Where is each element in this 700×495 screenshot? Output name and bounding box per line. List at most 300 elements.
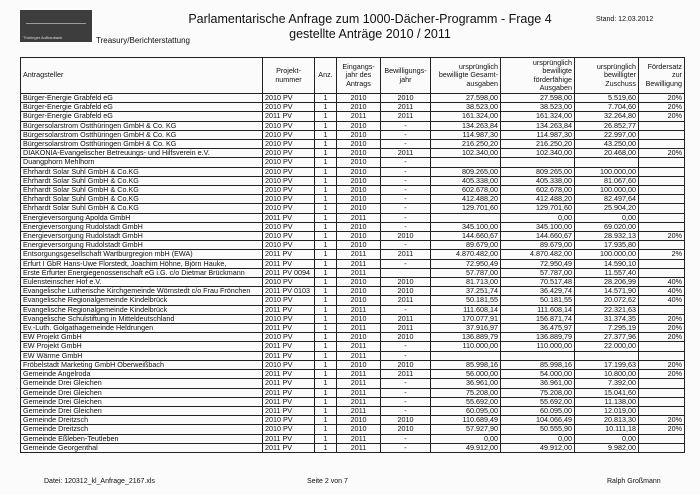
cell-anzahl: 1 [315, 360, 337, 369]
cell-foerderfaehige-ausgaben: 57.787,00 [501, 268, 575, 277]
cell-projektnummer: 2011 PV [263, 370, 315, 379]
cell-anzahl: 1 [315, 324, 337, 333]
cell-foerderfaehige-ausgaben: 36.961,00 [501, 379, 575, 388]
cell-projektnummer: 2010 PV [263, 121, 315, 130]
cell-anzahl: 1 [315, 167, 337, 176]
table-row [21, 149, 685, 158]
cell-antragsteller: Bürgersolarstrom Ostthüringen GmbH & Co. KG [21, 130, 263, 139]
cell-gesamtausgaben: 81.713,00 [431, 278, 501, 287]
cell-anzahl: 1 [315, 121, 337, 130]
cell-projektnummer: 2011 PV [263, 250, 315, 259]
cell-foerdersatz [639, 434, 685, 443]
cell-projektnummer: 2010 PV [263, 360, 315, 369]
cell-projektnummer: 2011 PV [263, 434, 315, 443]
cell-bewilligungsjahr: - [381, 222, 431, 231]
cell-zuschuss: 15.041,60 [575, 388, 639, 397]
footer-page: Seite 2 von 7 [307, 478, 348, 485]
table-row [21, 305, 685, 314]
cell-eingangsjahr: 2010 [337, 314, 381, 323]
cell-foerderfaehige-ausgaben: 60.095,00 [501, 406, 575, 415]
cell-foerderfaehige-ausgaben: 0,00 [501, 434, 575, 443]
cell-foerdersatz: 20% [639, 232, 685, 241]
cell-zuschuss: 82.497,64 [575, 195, 639, 204]
cell-gesamtausgaben: 129.701,60 [431, 204, 501, 213]
cell-anzahl: 1 [315, 305, 337, 314]
table-row [21, 388, 685, 397]
cell-foerdersatz [639, 259, 685, 268]
col-header-antragsteller: Antragsteller [21, 58, 263, 94]
cell-foerderfaehige-ausgaben: 72.950,49 [501, 259, 575, 268]
cell-antragsteller: Evangelische Lutherische Kirchgemeinde Wörnstedt c/o Frau Frönchen [21, 287, 263, 296]
cell-projektnummer: 2010 PV [263, 333, 315, 342]
cell-projektnummer: 2010 PV [263, 222, 315, 231]
cell-zuschuss: 22.997,00 [575, 130, 639, 139]
cell-foerderfaehige-ausgaben: 216.250,20 [501, 140, 575, 149]
cell-bewilligungsjahr: - [381, 158, 431, 167]
table-row [21, 241, 685, 250]
table-row [21, 324, 685, 333]
cell-anzahl: 1 [315, 342, 337, 351]
cell-gesamtausgaben: 36.961,00 [431, 379, 501, 388]
cell-gesamtausgaben: 89.679,00 [431, 241, 501, 250]
cell-gesamtausgaben: 38.523,00 [431, 103, 501, 112]
cell-zuschuss: 17.199,63 [575, 360, 639, 369]
cell-anzahl: 1 [315, 186, 337, 195]
cell-projektnummer: 2010 PV [263, 296, 315, 305]
table-row [21, 186, 685, 195]
cell-zuschuss: 12.019,00 [575, 406, 639, 415]
table-header-row [21, 58, 685, 94]
cell-foerdersatz [639, 379, 685, 388]
cell-antragsteller: Eulensteinscher Hof e.V. [21, 278, 263, 287]
cell-zuschuss: 17.935,80 [575, 241, 639, 250]
cell-foerderfaehige-ausgaben: 27.598,00 [501, 94, 575, 103]
table-row [21, 416, 685, 425]
cell-foerderfaehige-ausgaben: 156.871,74 [501, 314, 575, 323]
cell-gesamtausgaben: 50.181,55 [431, 296, 501, 305]
cell-anzahl: 1 [315, 379, 337, 388]
cell-foerderfaehige-ausgaben [501, 158, 575, 167]
cell-antragsteller: Energieversorgung Apolda GmbH [21, 213, 263, 222]
cell-antragsteller: Energieversorgung Rudolstadt GmbH [21, 222, 263, 231]
cell-projektnummer: 2010 PV [263, 416, 315, 425]
cell-projektnummer: 2010 PV [263, 176, 315, 185]
cell-foerdersatz [639, 305, 685, 314]
cell-antragsteller: Bürger-Energie Grabfeld eG [21, 103, 263, 112]
cell-projektnummer: 2011 PV [263, 379, 315, 388]
cell-anzahl: 1 [315, 213, 337, 222]
cell-bewilligungsjahr: 2011 [381, 370, 431, 379]
cell-gesamtausgaben: 110.000,00 [431, 342, 501, 351]
cell-gesamtausgaben: 144.660,67 [431, 232, 501, 241]
cell-foerdersatz: 20% [639, 149, 685, 158]
cell-foerdersatz [639, 351, 685, 360]
cell-projektnummer: 2010 PV [263, 278, 315, 287]
cell-projektnummer: 2010 PV [263, 204, 315, 213]
cell-bewilligungsjahr: 2010 [381, 94, 431, 103]
table-row [21, 406, 685, 415]
cell-foerdersatz: 20% [639, 112, 685, 121]
cell-projektnummer: 2010 PV [263, 130, 315, 139]
cell-anzahl: 1 [315, 333, 337, 342]
cell-anzahl: 1 [315, 149, 337, 158]
cell-gesamtausgaben: 136.889,79 [431, 333, 501, 342]
cell-anzahl: 1 [315, 140, 337, 149]
cell-foerderfaehige-ausgaben: 70.517,48 [501, 278, 575, 287]
cell-zuschuss: 26.852,77 [575, 121, 639, 130]
cell-gesamtausgaben: 72.950,49 [431, 259, 501, 268]
cell-foerdersatz: 20% [639, 314, 685, 323]
cell-foerdersatz [639, 268, 685, 277]
cell-antragsteller: Erste Erfurter Energiegenossenschaft eG i.G. c/o Dietmar Brückmann [21, 268, 263, 277]
cell-antragsteller: Fröbelstadt Marketing GmbH Oberweißbach [21, 360, 263, 369]
cell-antragsteller: Gemeinde Dreitzsch [21, 416, 263, 425]
cell-foerderfaehige-ausgaben: 161.324,00 [501, 112, 575, 121]
table-row [21, 443, 685, 452]
cell-antragsteller: Ehrhardt Solar Suhl GmbH & Co.KG [21, 195, 263, 204]
cell-gesamtausgaben: 37.251,74 [431, 287, 501, 296]
cell-zuschuss: 28.206,99 [575, 278, 639, 287]
cell-foerdersatz [639, 195, 685, 204]
col-header-gesamtausgaben: ursprünglich bewilligte Gesamt-ausgaben [431, 58, 501, 94]
cell-foerdersatz [639, 443, 685, 452]
cell-foerdersatz: 20% [639, 370, 685, 379]
cell-foerderfaehige-ausgaben: 50.181,55 [501, 296, 575, 305]
cell-bewilligungsjahr: 2011 [381, 103, 431, 112]
logo-divider [26, 23, 86, 24]
cell-foerdersatz: 20% [639, 103, 685, 112]
cell-antragsteller: Evangelische Regionalgemeinde Kindelbrück [21, 305, 263, 314]
cell-foerdersatz: 20% [639, 360, 685, 369]
cell-antragsteller: DIAKONIA-Evangelischer Betreuungs- und Hilfsverein e.V. [21, 149, 263, 158]
cell-projektnummer: 2010 PV [263, 232, 315, 241]
table-row [21, 167, 685, 176]
cell-bewilligungsjahr: 2011 [381, 296, 431, 305]
cell-bewilligungsjahr: 2010 [381, 287, 431, 296]
cell-foerdersatz [639, 176, 685, 185]
cell-anzahl: 1 [315, 314, 337, 323]
cell-foerderfaehige-ausgaben: 110.000,00 [501, 342, 575, 351]
cell-gesamtausgaben: 345.100,00 [431, 222, 501, 231]
cell-zuschuss: 100.000,00 [575, 186, 639, 195]
cell-foerderfaehige-ausgaben: 85.998,16 [501, 360, 575, 369]
cell-zuschuss: 20.072,62 [575, 296, 639, 305]
cell-zuschuss: 22.321,63 [575, 305, 639, 314]
cell-antragsteller: Gemeinde Angelroda [21, 370, 263, 379]
table-row [21, 222, 685, 231]
cell-foerderfaehige-ausgaben: 36.475,97 [501, 324, 575, 333]
cell-anzahl: 1 [315, 388, 337, 397]
cell-antragsteller: Ev.-Luth. Golgathagemeinde Heldrungen [21, 324, 263, 333]
cell-eingangsjahr: 2010 [337, 204, 381, 213]
cell-eingangsjahr: 2011 [337, 443, 381, 452]
cell-antragsteller: EW Wärme GmbH [21, 351, 263, 360]
cell-bewilligungsjahr: - [381, 204, 431, 213]
cell-bewilligungsjahr: - [381, 305, 431, 314]
cell-bewilligungsjahr: 2011 [381, 149, 431, 158]
cell-antragsteller: Evangelische Regionalgemeinde Kindelbrück [21, 296, 263, 305]
table-row [21, 333, 685, 342]
cell-anzahl: 1 [315, 416, 337, 425]
cell-eingangsjahr: 2011 [337, 342, 381, 351]
table-row [21, 351, 685, 360]
cell-foerderfaehige-ausgaben: 49.912,00 [501, 443, 575, 452]
table-row [21, 112, 685, 121]
cell-antragsteller: Gemeinde Drei Gleichen [21, 379, 263, 388]
cell-foerderfaehige-ausgaben: 4.870.482,00 [501, 250, 575, 259]
cell-zuschuss: 5.519,60 [575, 94, 639, 103]
cell-bewilligungsjahr: - [381, 130, 431, 139]
cell-eingangsjahr: 2010 [337, 287, 381, 296]
cell-gesamtausgaben: 75.208,00 [431, 388, 501, 397]
col-header-anzahl: Anz. [315, 58, 337, 94]
col-header-projektnummer: Projekt-nummer [263, 58, 315, 94]
table-row [21, 195, 685, 204]
cell-foerdersatz: 20% [639, 416, 685, 425]
cell-eingangsjahr: 2010 [337, 360, 381, 369]
cell-projektnummer: 2011 PV [263, 324, 315, 333]
cell-anzahl: 1 [315, 443, 337, 452]
table-row [21, 121, 685, 130]
logo-text: Thüringer Aufbaubank [23, 35, 63, 40]
cell-anzahl: 1 [315, 259, 337, 268]
cell-foerderfaehige-ausgaben: 134.263,84 [501, 121, 575, 130]
cell-projektnummer: 2011 PV [263, 388, 315, 397]
cell-eingangsjahr: 2011 [337, 397, 381, 406]
cell-gesamtausgaben: 216.250,20 [431, 140, 501, 149]
cell-bewilligungsjahr: - [381, 388, 431, 397]
cell-bewilligungsjahr [381, 268, 431, 277]
col-header-eingangsjahr: Eingangs-jahr des Antrags [337, 58, 381, 94]
cell-projektnummer: 2010 PV [263, 314, 315, 323]
cell-projektnummer: 2010 PV [263, 186, 315, 195]
cell-zuschuss: 7.295,19 [575, 324, 639, 333]
cell-projektnummer: 2010 PV [263, 158, 315, 167]
cell-antragsteller: Gemeinde Drei Gleichen [21, 388, 263, 397]
cell-eingangsjahr: 2010 [337, 103, 381, 112]
cell-eingangsjahr: 2010 [337, 195, 381, 204]
cell-eingangsjahr: 2011 [337, 351, 381, 360]
cell-projektnummer: 2010 PV [263, 94, 315, 103]
cell-anzahl: 1 [315, 278, 337, 287]
cell-antragsteller: Bürger-Energie Grabfeld eG [21, 112, 263, 121]
cell-projektnummer: 2010 PV [263, 167, 315, 176]
cell-gesamtausgaben: 809.265,00 [431, 167, 501, 176]
cell-antragsteller: Duangphorn Mehlhorn [21, 158, 263, 167]
cell-gesamtausgaben: 60.095,00 [431, 406, 501, 415]
cell-anzahl: 1 [315, 296, 337, 305]
cell-foerdersatz: 40% [639, 278, 685, 287]
cell-gesamtausgaben: 56.000,00 [431, 370, 501, 379]
cell-bewilligungsjahr: - [381, 167, 431, 176]
table-row [21, 94, 685, 103]
page-title [180, 12, 560, 42]
cell-foerdersatz [639, 130, 685, 139]
cell-eingangsjahr: 2010 [337, 425, 381, 434]
table-row [21, 204, 685, 213]
cell-foerderfaehige-ausgaben: 55.692,00 [501, 397, 575, 406]
cell-eingangsjahr: 2011 [337, 112, 381, 121]
stand-date: Stand: 12.03.2012 [596, 16, 654, 23]
cell-foerderfaehige-ausgaben: 809.265,00 [501, 167, 575, 176]
cell-foerderfaehige-ausgaben [501, 351, 575, 360]
cell-anzahl: 1 [315, 94, 337, 103]
cell-foerderfaehige-ausgaben: 102.340,00 [501, 149, 575, 158]
title-line-2: gestellte Anträge 2010 / 2011 [289, 27, 451, 41]
table-row [21, 140, 685, 149]
cell-zuschuss: 100.000,00 [575, 167, 639, 176]
cell-zuschuss: 20.468,00 [575, 149, 639, 158]
cell-antragsteller: Ehrhardt Solar Suhl GmbH & Co.KG [21, 204, 263, 213]
cell-gesamtausgaben: 161.324,00 [431, 112, 501, 121]
cell-foerderfaehige-ausgaben: 114.987,30 [501, 130, 575, 139]
cell-antragsteller: Gemeinde Georgenthal [21, 443, 263, 452]
table-row [21, 250, 685, 259]
cell-eingangsjahr: 2011 [337, 324, 381, 333]
cell-zuschuss: 10.800,00 [575, 370, 639, 379]
cell-foerderfaehige-ausgaben: 50.555,90 [501, 425, 575, 434]
cell-antragsteller: Ehrhardt Solar Suhl GmbH & Co.KG [21, 167, 263, 176]
applications-table [20, 57, 685, 453]
cell-zuschuss: 14.571,90 [575, 287, 639, 296]
cell-foerdersatz [639, 167, 685, 176]
cell-foerderfaehige-ausgaben: 104.066,49 [501, 416, 575, 425]
cell-projektnummer: 2010 PV [263, 195, 315, 204]
cell-zuschuss: 69.020,00 [575, 222, 639, 231]
cell-foerderfaehige-ausgaben: 136.889,79 [501, 333, 575, 342]
cell-bewilligungsjahr: 2011 [381, 250, 431, 259]
cell-projektnummer: 2010 PV [263, 149, 315, 158]
cell-eingangsjahr: 2011 [337, 388, 381, 397]
cell-gesamtausgaben: 110.689,49 [431, 416, 501, 425]
cell-projektnummer: 2011 PV [263, 112, 315, 121]
cell-eingangsjahr: 2010 [337, 176, 381, 185]
cell-anzahl: 1 [315, 397, 337, 406]
cell-eingangsjahr: 2010 [337, 232, 381, 241]
cell-foerdersatz: 20% [639, 425, 685, 434]
table-row [21, 287, 685, 296]
cell-gesamtausgaben [431, 158, 501, 167]
cell-gesamtausgaben: 85.998,16 [431, 360, 501, 369]
cell-bewilligungsjahr: - [381, 176, 431, 185]
table-row [21, 268, 685, 277]
cell-zuschuss: 0,00 [575, 434, 639, 443]
cell-eingangsjahr: 2011 [337, 434, 381, 443]
cell-eingangsjahr: 2011 [337, 250, 381, 259]
cell-eingangsjahr: 2010 [337, 296, 381, 305]
cell-zuschuss: 7.704,60 [575, 103, 639, 112]
col-header-bewilligungsjahr: Bewilligungs-jahr [381, 58, 431, 94]
cell-foerderfaehige-ausgaben: 38.523,00 [501, 103, 575, 112]
cell-foerderfaehige-ausgaben: 405.338,00 [501, 176, 575, 185]
cell-foerderfaehige-ausgaben: 602.678,00 [501, 186, 575, 195]
cell-gesamtausgaben: 57.787,00 [431, 268, 501, 277]
cell-eingangsjahr: 2011 [337, 305, 381, 314]
cell-zuschuss: 0,00 [575, 213, 639, 222]
cell-anzahl: 1 [315, 241, 337, 250]
cell-gesamtausgaben: 0,00 [431, 434, 501, 443]
cell-anzahl: 1 [315, 176, 337, 185]
cell-foerderfaehige-ausgaben: 412.488,20 [501, 195, 575, 204]
cell-foerderfaehige-ausgaben: 144.660,67 [501, 232, 575, 241]
cell-gesamtausgaben: 49.912,00 [431, 443, 501, 452]
table-row [21, 130, 685, 139]
cell-foerdersatz: 40% [639, 296, 685, 305]
cell-foerdersatz [639, 121, 685, 130]
cell-zuschuss: 7.392,00 [575, 379, 639, 388]
table-row [21, 158, 685, 167]
cell-eingangsjahr: 2010 [337, 241, 381, 250]
cell-anzahl: 1 [315, 103, 337, 112]
cell-zuschuss: 81.067,60 [575, 176, 639, 185]
cell-anzahl: 1 [315, 232, 337, 241]
table-row [21, 379, 685, 388]
cell-zuschuss: 31.374,35 [575, 314, 639, 323]
cell-eingangsjahr: 2010 [337, 94, 381, 103]
cell-projektnummer: 2011 PV [263, 342, 315, 351]
cell-bewilligungsjahr: - [381, 351, 431, 360]
footer-author: Ralph Großmann [607, 478, 661, 485]
cell-antragsteller: EW Projekt GmbH [21, 342, 263, 351]
cell-eingangsjahr: 2010 [337, 167, 381, 176]
cell-foerdersatz [639, 140, 685, 149]
cell-anzahl: 1 [315, 195, 337, 204]
cell-foerdersatz [639, 241, 685, 250]
department-label: Treasury/Berichterstattung [96, 36, 190, 45]
cell-antragsteller: Energieversorgung Rudolstadt GmbH [21, 241, 263, 250]
cell-bewilligungsjahr: - [381, 342, 431, 351]
cell-foerderfaehige-ausgaben: 75.208,00 [501, 388, 575, 397]
cell-projektnummer: 2011 PV [263, 305, 315, 314]
cell-anzahl: 1 [315, 406, 337, 415]
cell-antragsteller: Bürgersolarstrom Ostthüringen GmbH & Co. KG [21, 140, 263, 149]
cell-foerdersatz [639, 388, 685, 397]
cell-projektnummer: 2011 PV [263, 351, 315, 360]
col-header-foerdersatz: Fördersatz zur Bewilligung [639, 58, 685, 94]
table-row [21, 103, 685, 112]
cell-zuschuss [575, 158, 639, 167]
cell-gesamtausgaben: 602.678,00 [431, 186, 501, 195]
cell-zuschuss: 11.138,00 [575, 397, 639, 406]
table-row [21, 342, 685, 351]
cell-foerdersatz [639, 213, 685, 222]
cell-gesamtausgaben [431, 351, 501, 360]
cell-eingangsjahr: 2011 [337, 213, 381, 222]
cell-bewilligungsjahr: - [381, 434, 431, 443]
cell-gesamtausgaben: 102.340,00 [431, 149, 501, 158]
cell-gesamtausgaben: 55.692,00 [431, 397, 501, 406]
cell-eingangsjahr: 2010 [337, 130, 381, 139]
cell-projektnummer: 2011 PV [263, 443, 315, 452]
cell-eingangsjahr: 2011 [337, 406, 381, 415]
cell-foerdersatz [639, 342, 685, 351]
cell-bewilligungsjahr: - [381, 397, 431, 406]
table-row [21, 314, 685, 323]
cell-eingangsjahr: 2010 [337, 149, 381, 158]
cell-projektnummer: 2011 PV [263, 259, 315, 268]
cell-bewilligungsjahr: - [381, 406, 431, 415]
cell-projektnummer: 2011 PV [263, 397, 315, 406]
cell-projektnummer: 2011 PV 0103 [263, 287, 315, 296]
cell-eingangsjahr: 2010 [337, 278, 381, 287]
cell-zuschuss: 22.000,00 [575, 342, 639, 351]
cell-eingangsjahr: 2010 [337, 222, 381, 231]
table-row [21, 296, 685, 305]
table-row [21, 213, 685, 222]
cell-eingangsjahr: 2010 [337, 158, 381, 167]
cell-bewilligungsjahr: - [381, 140, 431, 149]
cell-antragsteller: Evangelische Schulstiftung in Mitteldeutschland [21, 314, 263, 323]
